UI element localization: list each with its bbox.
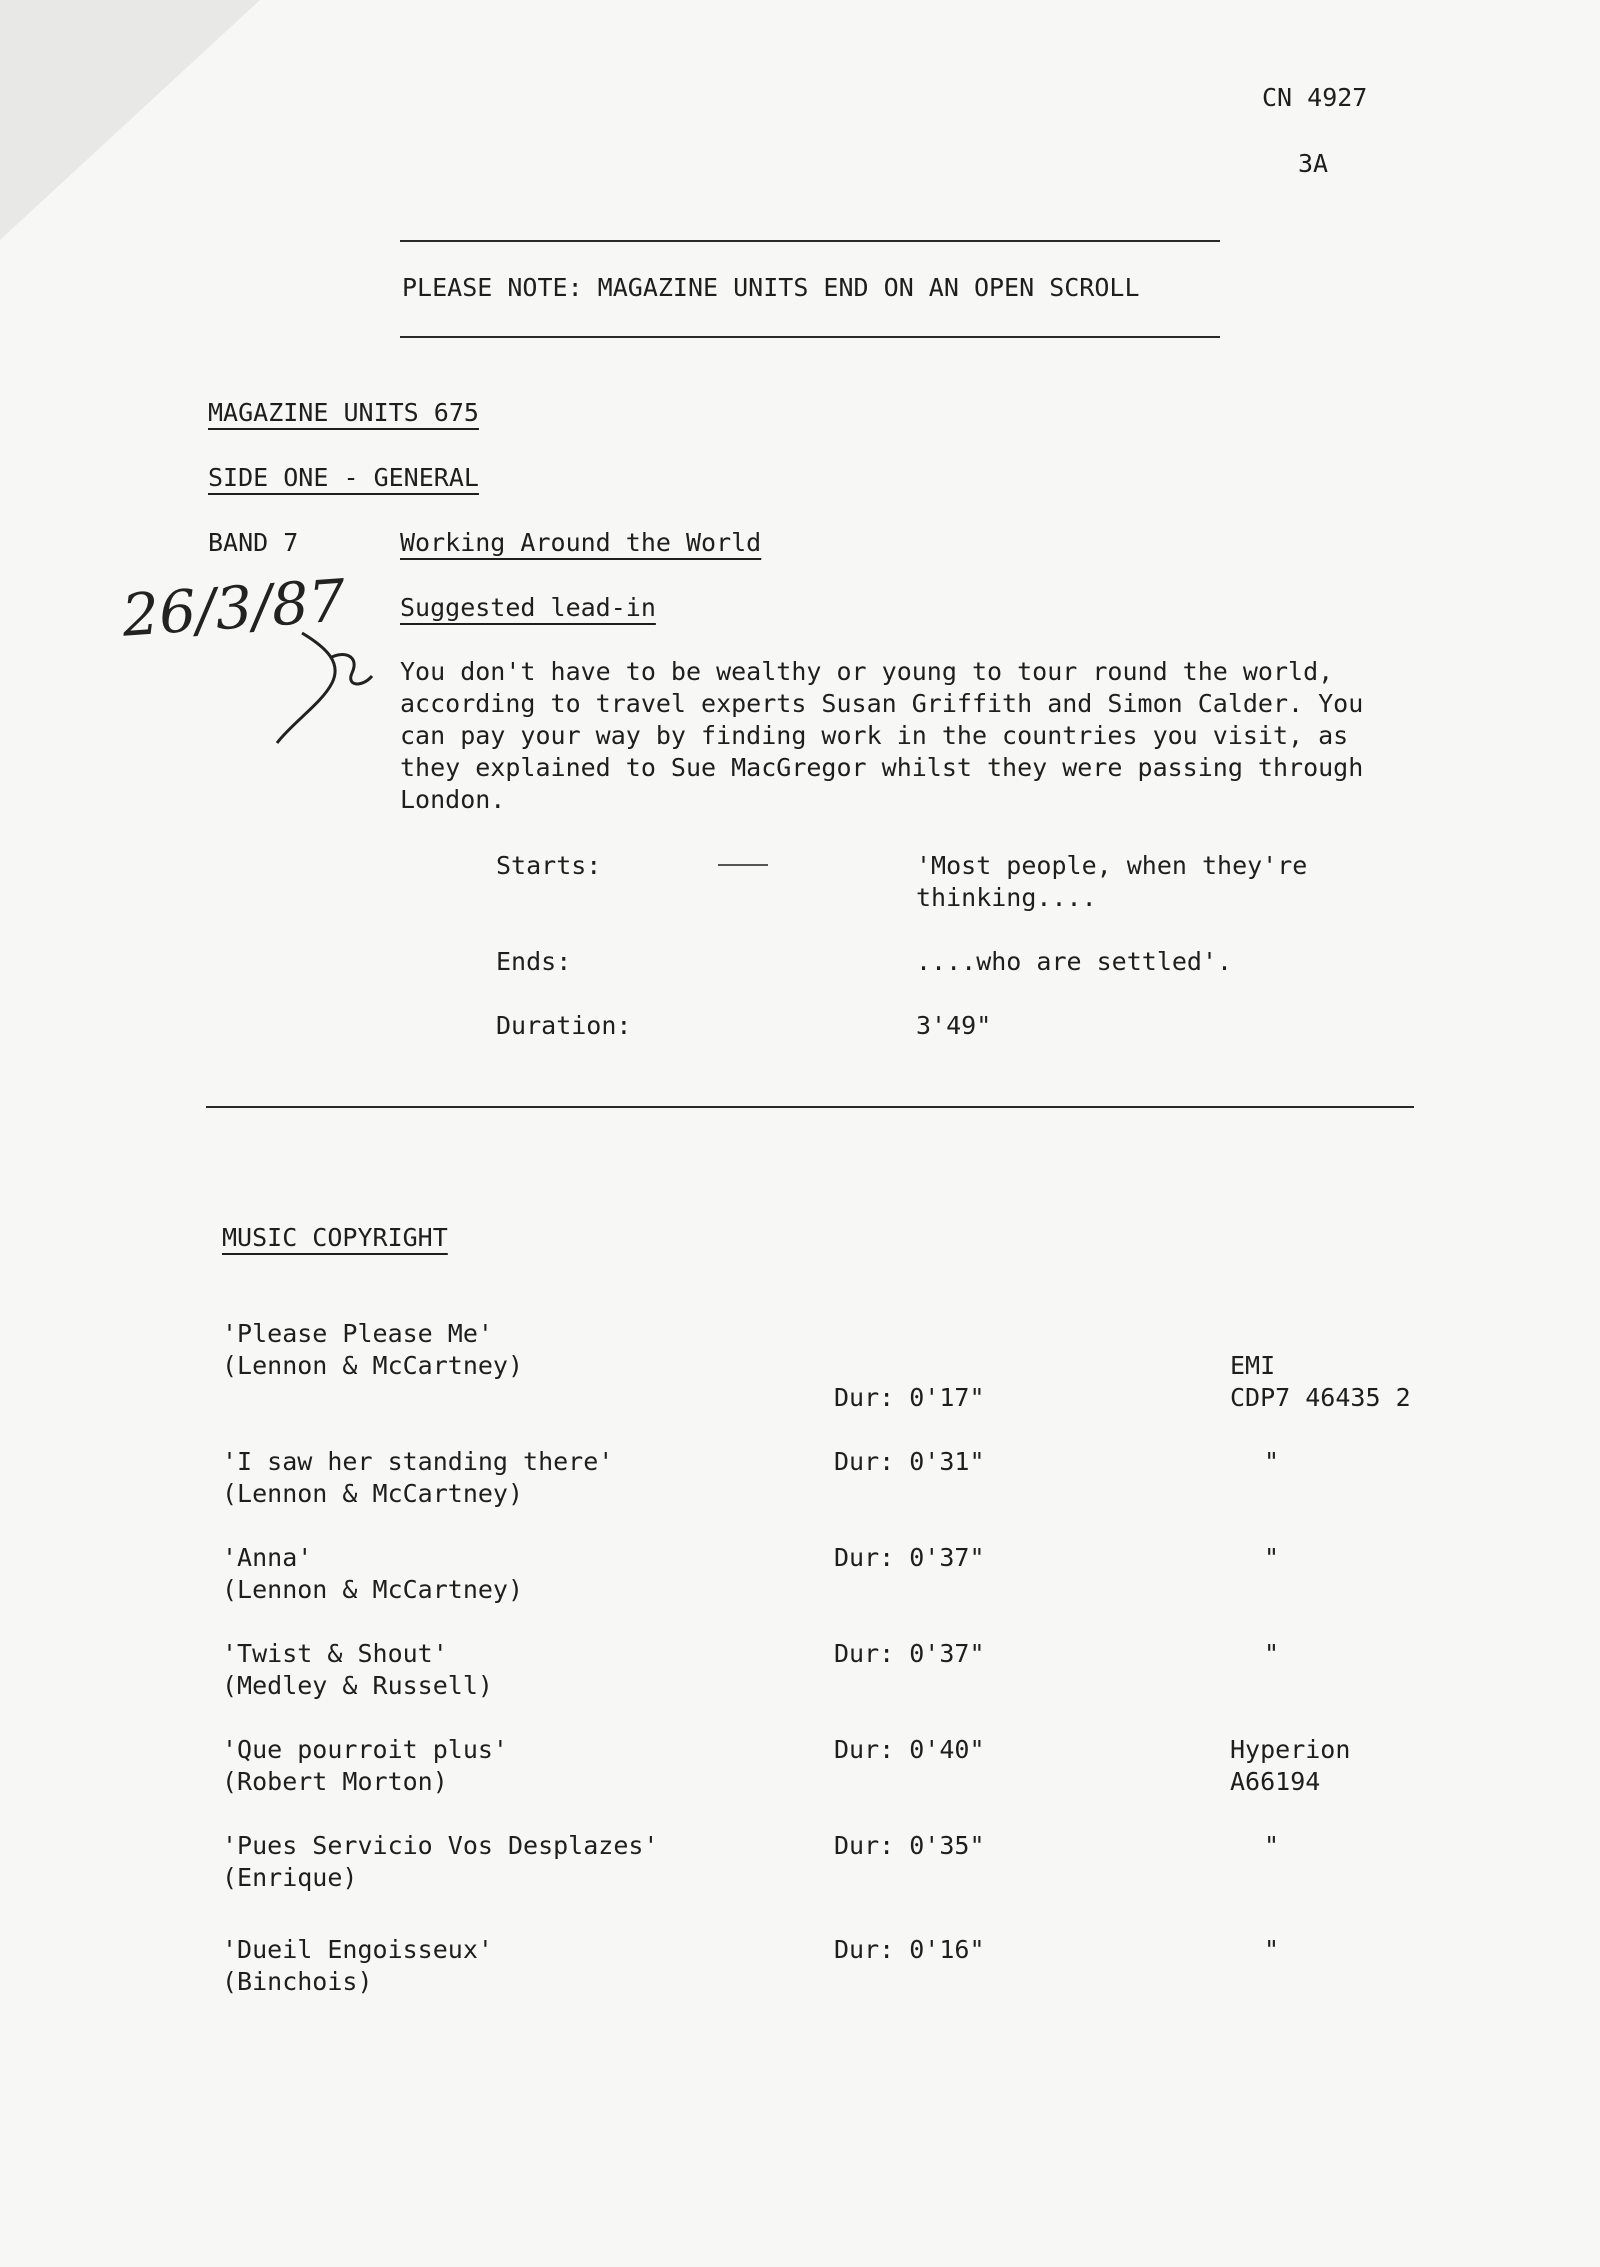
lead-in-paragraph: You don't have to be wealthy or young to tour round the world, according to travel experts Susan Griffith and Simon Calder. You can pay your way by finding work in the countries you visit, as they explained to Sue MacGregor whilst they were passing through London.	[400, 657, 1364, 814]
section-divider	[206, 1106, 1414, 1108]
track-composer: (Lennon & McCartney)	[222, 1575, 524, 1604]
track-label: "	[1264, 1543, 1280, 1572]
lead-in-heading: Suggested lead-in	[400, 593, 656, 622]
track-title: 'Anna'	[222, 1543, 313, 1572]
track-composer: (Lennon & McCartney)	[222, 1479, 524, 1508]
track-label: EMI	[1230, 1351, 1276, 1380]
band-label: BAND 7	[208, 528, 299, 557]
track-title: 'I saw her standing there'	[222, 1447, 614, 1476]
track-duration: Dur: 0'17"	[834, 1383, 985, 1412]
duration-label: Duration:	[496, 1011, 632, 1040]
duration-value: 3'49"	[916, 1011, 992, 1040]
side-heading: SIDE ONE - GENERAL	[208, 463, 479, 492]
track-duration: Dur: 0'35"	[834, 1831, 985, 1860]
track-title: 'Please Please Me'	[222, 1319, 493, 1348]
track-title: 'Dueil Engoisseux'	[222, 1935, 493, 1964]
unit-title: MAGAZINE UNITS 675	[208, 398, 479, 427]
starts-label: Starts:	[496, 851, 602, 880]
track-composer: (Robert Morton)	[222, 1767, 448, 1796]
track-composer: (Enrique)	[222, 1863, 358, 1892]
music-copyright-heading: MUSIC COPYRIGHT	[222, 1223, 448, 1252]
track-duration: Dur: 0'31"	[834, 1447, 985, 1476]
track-catalogue: CDP7 46435 2	[1230, 1383, 1411, 1412]
track-label: "	[1264, 1831, 1280, 1860]
band-title: Working Around the World	[400, 528, 762, 557]
track-label: "	[1264, 1935, 1280, 1964]
starts-value-line1: 'Most people, when they're	[916, 851, 1308, 880]
dash-mark	[718, 864, 768, 866]
track-title: 'Pues Servicio Vos Desplazes'	[222, 1831, 659, 1860]
track-composer: (Binchois)	[222, 1967, 373, 1996]
track-label: "	[1264, 1639, 1280, 1668]
notice-bottom-rule	[400, 336, 1220, 338]
track-duration: Dur: 0'16"	[834, 1935, 985, 1964]
track-title: 'Que pourroit plus'	[222, 1735, 508, 1764]
track-label: Hyperion	[1230, 1735, 1351, 1764]
track-duration: Dur: 0'37"	[834, 1639, 985, 1668]
page-number: 3A	[1298, 149, 1329, 178]
ends-value: ....who are settled'.	[916, 947, 1233, 976]
handwritten-initials-mark	[272, 628, 382, 748]
document-reference: CN 4927	[1262, 83, 1368, 112]
ends-label: Ends:	[496, 947, 572, 976]
folded-corner	[0, 0, 260, 240]
starts-value-line2: thinking....	[916, 883, 1097, 912]
track-label: "	[1264, 1447, 1280, 1476]
track-duration: Dur: 0'40"	[834, 1735, 985, 1764]
notice-top-rule	[400, 240, 1220, 242]
notice-text: PLEASE NOTE: MAGAZINE UNITS END ON AN OPEN SCROLL	[402, 273, 1140, 302]
track-composer: (Lennon & McCartney)	[222, 1351, 524, 1380]
track-title: 'Twist & Shout'	[222, 1639, 448, 1668]
handwritten-date: 26/3/87	[119, 566, 348, 650]
track-catalogue: A66194	[1230, 1767, 1321, 1796]
track-composer: (Medley & Russell)	[222, 1671, 493, 1700]
track-duration: Dur: 0'37"	[834, 1543, 985, 1572]
